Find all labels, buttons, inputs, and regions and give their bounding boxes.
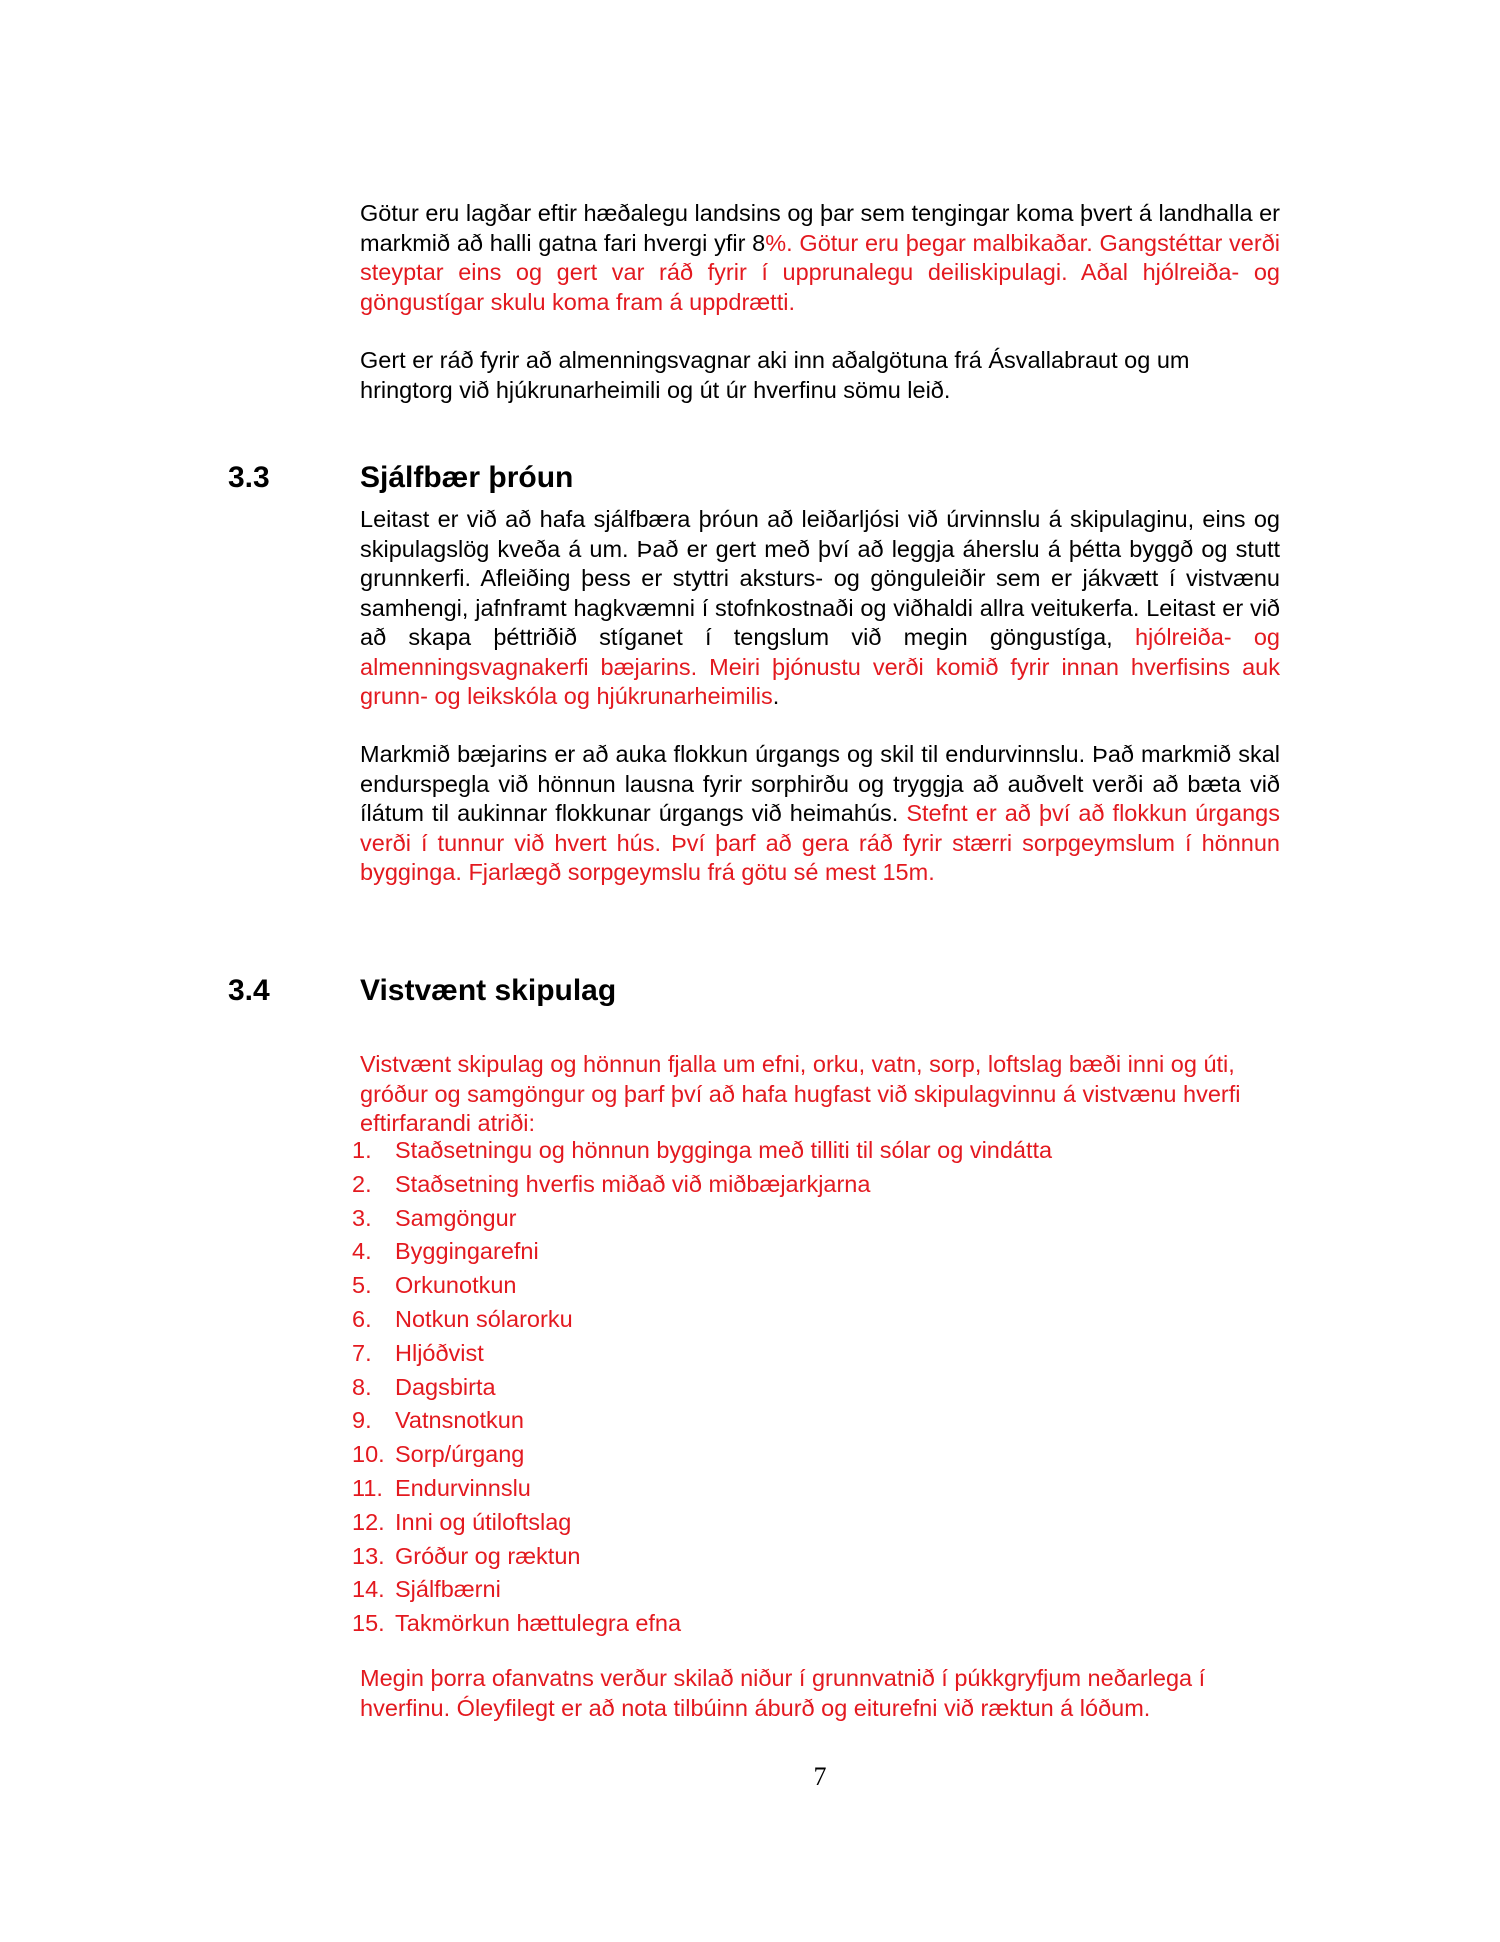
list-item-text: Endurvinnslu: [395, 1474, 531, 1501]
list-item: [352, 1371, 1052, 1405]
list-item-text: Sjálfbærni: [395, 1576, 501, 1603]
list-item-text: Samgöngur: [395, 1204, 517, 1231]
list-item-text: Hljóðvist: [395, 1339, 484, 1366]
eco-criteria-list: [352, 1134, 1052, 1641]
list-item-number: 14.: [352, 1576, 385, 1603]
list-item-number: 6.: [352, 1305, 372, 1332]
list-item: [352, 1168, 1052, 1202]
streets-paragraph: Götur eru lagðar eftir hæðalegu landsins og þar sem tengingar koma þvert á landhalla er markmið að halli gatna fari hvergi yfir 8%. Götur eru þegar malbikaðar. Gangstéttar verði steyptar eins og gert var ráð fyrir í upprunalegu deiliskipulagi. Aðal hjólreiða- og göngustígar skulu koma fram á uppdrætti.: [360, 200, 1280, 315]
list-item-number: 4.: [352, 1238, 372, 1265]
list-item-number: 9.: [352, 1407, 372, 1434]
list-item-text: Inni og útiloftslag: [395, 1508, 572, 1535]
list-item: [352, 1540, 1052, 1574]
list-item: [352, 1607, 1052, 1641]
list-item-text: Staðsetningu og hönnun bygginga með tilliti til sólar og vindátta: [395, 1137, 1053, 1163]
sustainability-paragraph: Leitast er við að hafa sjálfbæra þróun að leiðarljósi við úrvinnslu á skipulaginu, eins og skipulagslög kveða á um. Það er gert með því að leggja áherslu á þétta byggð og stutt grunnkerfi. Afleiðing þess er styttri aksturs- og gönguleiðir sem er jákvætt í vistvænu samhengi, jafnframt hagkvæmni í stofnkostnaði og viðhaldi allra veitukerfa. Leitast er við að skapa þéttriðið stíganet í tengslum við megin göngustíga, hjólreiða- og almenningsvagnakerfi bæjarins. Meiri þjónustu verði komið fyrir innan hverfisins auk grunn- og leikskóla og hjúkrunarheimilis.: [360, 506, 1280, 709]
section-number-3-4: 3.4: [228, 974, 270, 1007]
list-item-number: 1.: [352, 1137, 372, 1163]
list-item-number: 7.: [352, 1339, 372, 1366]
list-item: [352, 1438, 1052, 1472]
list-item-number: 13.: [352, 1542, 385, 1569]
list-item-text: Staðsetning hverfis miðað við miðbæjarkjarna: [395, 1170, 871, 1197]
section-number-3-3: 3.3: [228, 461, 270, 494]
list-item-text: Vatnsnotkun: [395, 1407, 524, 1434]
list-item: [352, 1134, 1052, 1168]
list-item-text: Dagsbirta: [395, 1373, 496, 1400]
section-title-3-4: Vistvænt skipulag: [360, 974, 617, 1007]
list-item-text: Sorp/úrgang: [395, 1441, 525, 1468]
list-item: [352, 1472, 1052, 1506]
list-item: [352, 1506, 1052, 1540]
section-title-3-3: Sjálfbær þróun: [360, 461, 574, 494]
list-item: [352, 1235, 1052, 1269]
list-item-text: Gróður og ræktun: [395, 1542, 581, 1569]
list-item-number: 8.: [352, 1373, 372, 1400]
waste-paragraph: Markmið bæjarins er að auka flokkun úrgangs og skil til endurvinnslu. Það markmið skal endurspegla við hönnun lausna fyrir sorphirðu og tryggja að auðvelt verði að bæta við ílátum til aukinnar flokkunar úrgangs við heimahús. Stefnt er að því að flokkun úrgangs verði í tunnur við hvert hús. Því þarf að gera ráð fyrir stærri sorpgeymslum í hönnun bygginga. Fjarlægð sorpgeymslu frá götu sé mest 15m.: [360, 741, 1281, 885]
list-item-number: 3.: [352, 1204, 372, 1231]
stormwater-paragraph: Megin þorra ofanvatns verður skilað niður í grunnvatnið í púkkgryfjum neðarlega í hverfinu. Óleyfilegt er að nota tilbúinn áburð og eiturefni við ræktun á lóðum.: [360, 1665, 1206, 1721]
list-item: [352, 1337, 1052, 1371]
list-item-text: Takmörkun hættulegra efna: [395, 1610, 682, 1637]
list-item-number: 5.: [352, 1272, 372, 1299]
list-item-text: Byggingarefni: [395, 1238, 539, 1265]
list-item-number: 2.: [352, 1170, 372, 1197]
list-item-number: 11.: [352, 1474, 383, 1501]
list-item: [352, 1202, 1052, 1236]
list-item-text: Orkunotkun: [395, 1272, 517, 1299]
public-transport-paragraph: Gert er ráð fyrir að almenningsvagnar aki inn aðalgötuna frá Ásvallabraut og um hringtorg við hjúkrunarheimili og út úr hverfinu sömu leið.: [360, 347, 1190, 403]
list-item-number: 15.: [352, 1610, 385, 1637]
list-item-number: 10.: [352, 1441, 385, 1468]
page-number: 7: [813, 1762, 827, 1791]
list-item-text: Notkun sólarorku: [395, 1305, 573, 1332]
list-item: [352, 1303, 1052, 1337]
list-item: [352, 1573, 1052, 1607]
list-item-number: 12.: [352, 1508, 385, 1535]
eco-planning-intro: Vistvænt skipulag og hönnun fjalla um efni, orku, vatn, sorp, loftslag bæði inni og úti, gróður og samgöngur og þarf því að hafa hugfast við skipulagvinnu á vistvænu hverfi eftirfarandi atriði:: [360, 1051, 1241, 1136]
list-item: [352, 1269, 1052, 1303]
list-item: [352, 1404, 1052, 1438]
